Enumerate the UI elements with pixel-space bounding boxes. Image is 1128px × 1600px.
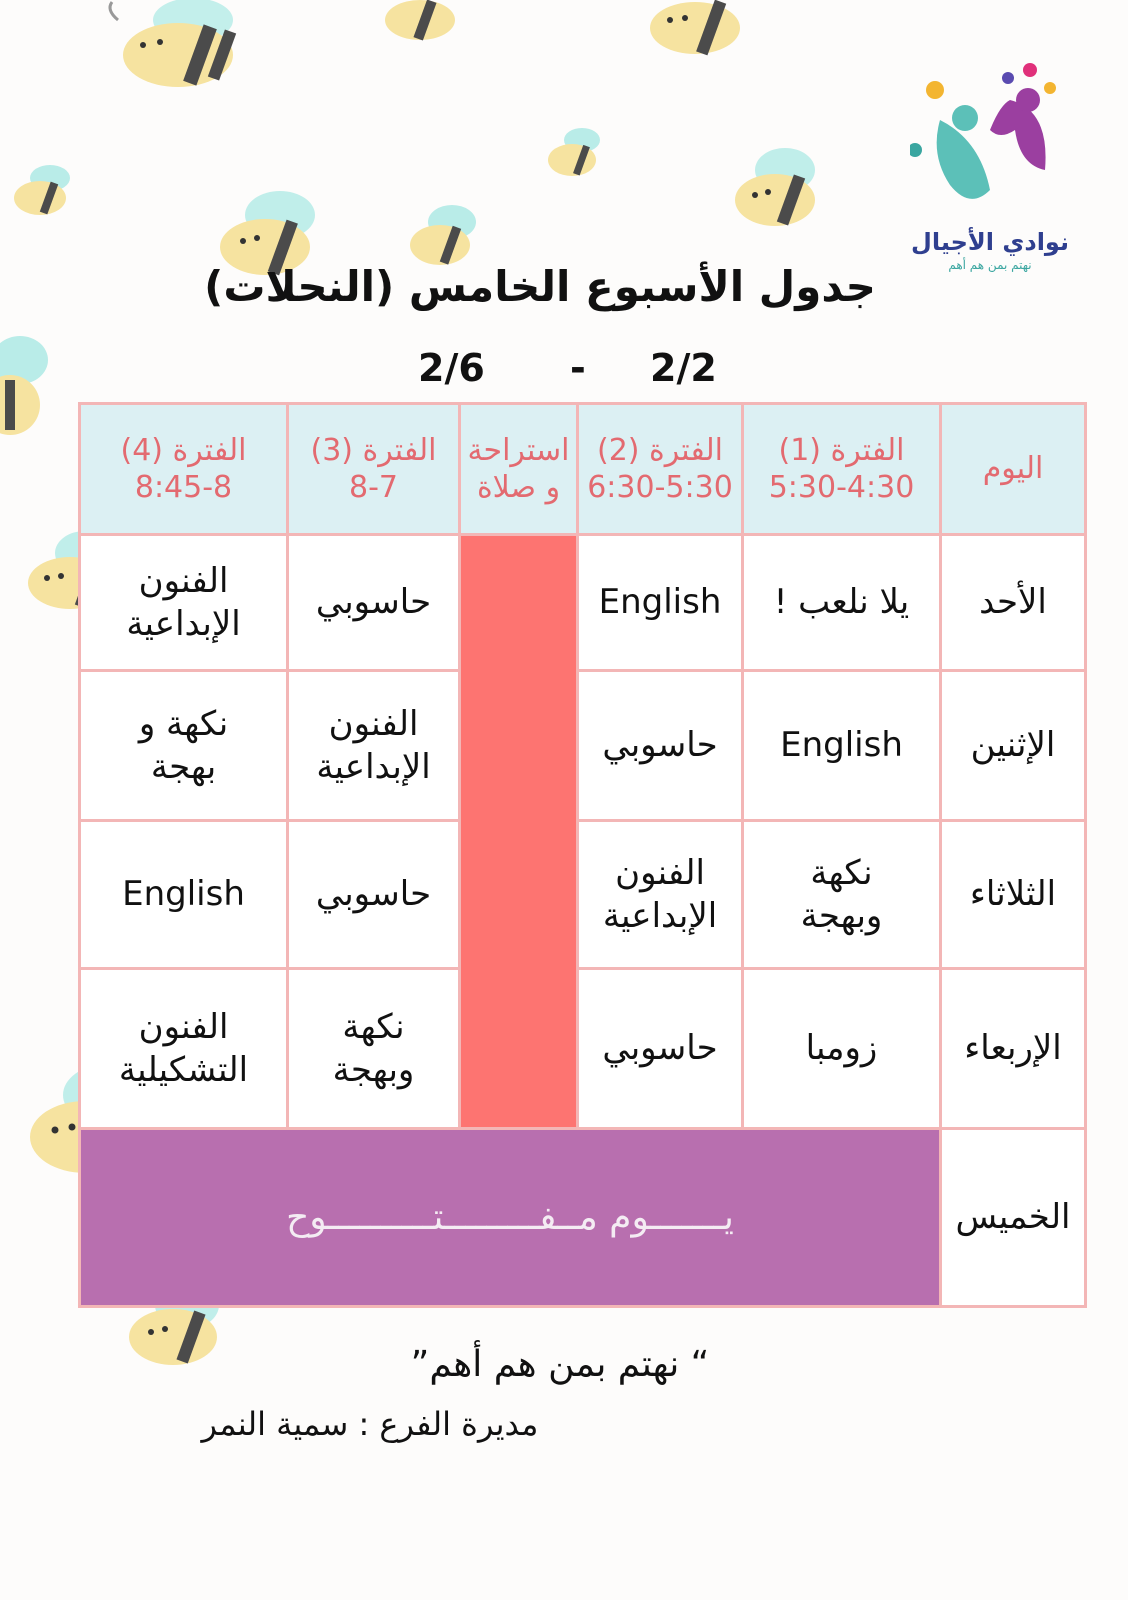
logo-tagline: نهتم بمن هم أهم bbox=[948, 258, 1032, 272]
date-separator: - bbox=[570, 346, 586, 390]
header-day-label: اليوم bbox=[982, 451, 1044, 487]
day-cell: الأحد bbox=[941, 535, 1086, 671]
bee-decoration-icon bbox=[98, 0, 248, 95]
bee-decoration-icon bbox=[720, 140, 825, 235]
date-range bbox=[400, 346, 760, 396]
period-time: 6:30-5:30 bbox=[587, 470, 733, 505]
table-row bbox=[80, 671, 1086, 821]
period-cell bbox=[80, 671, 288, 821]
period-cell: حاسوبي bbox=[578, 671, 743, 821]
table-row-thursday bbox=[80, 1129, 1086, 1307]
break-label-line2: و صلاة bbox=[476, 470, 561, 505]
period-text-line: نكهة bbox=[810, 853, 873, 893]
period-text-line: نكهة و bbox=[138, 704, 229, 744]
table-row bbox=[80, 821, 1086, 969]
bee-decoration-icon bbox=[380, 0, 460, 45]
header-period-3 bbox=[288, 404, 460, 535]
period-cell bbox=[288, 671, 460, 821]
period-text-line: الإبداعية bbox=[316, 746, 431, 787]
period-text-line: الفنون bbox=[138, 1007, 229, 1047]
period-cell bbox=[288, 969, 460, 1129]
period-label: الفترة (2) bbox=[596, 432, 724, 468]
period-cell: يلا نلعب ! bbox=[743, 535, 941, 671]
period-text-line: الإبداعية bbox=[602, 895, 718, 936]
branch-manager: مديرة الفرع : سمية النمر bbox=[201, 1405, 539, 1443]
period-cell bbox=[80, 535, 288, 671]
period-cell bbox=[80, 969, 288, 1129]
period-label: الفترة (4) bbox=[120, 432, 247, 468]
bee-decoration-icon bbox=[400, 200, 480, 270]
period-text-line: التشكيلية bbox=[118, 1049, 249, 1090]
period-text-line: وبهجة bbox=[800, 895, 883, 936]
period-time: 8:45-8 bbox=[134, 470, 233, 505]
period-label: الفترة (3) bbox=[310, 432, 437, 468]
period-text-line: الفنون bbox=[138, 561, 229, 601]
bee-decoration-icon bbox=[0, 320, 50, 440]
break-column bbox=[460, 535, 578, 1129]
period-cell: حاسوبي bbox=[578, 969, 743, 1129]
period-cell: زومبا bbox=[743, 969, 941, 1129]
logo bbox=[910, 60, 1070, 280]
day-cell: الثلاثاء bbox=[941, 821, 1086, 969]
footer-quote: “ نهتم بمن هم أهم” bbox=[410, 1344, 710, 1385]
table-row bbox=[80, 969, 1086, 1129]
open-day-cell: يـــــــوم مــفـــــــــتــــــــــوح bbox=[80, 1129, 941, 1307]
period-label: الفترة (1) bbox=[778, 432, 905, 468]
period-time: 5:30-4:30 bbox=[768, 470, 915, 505]
period-text-line: نكهة bbox=[342, 1007, 405, 1047]
header-day bbox=[941, 404, 1086, 535]
logo-name: نوادي الأجيال bbox=[911, 228, 1069, 256]
period-time: 8-7 bbox=[349, 470, 398, 505]
bee-decoration-icon bbox=[640, 0, 750, 60]
table-header-row bbox=[80, 404, 1086, 535]
day-cell: الإربعاء bbox=[941, 969, 1086, 1129]
bee-decoration-icon bbox=[5, 160, 75, 220]
period-cell: حاسوبي bbox=[288, 535, 460, 671]
period-cell: English bbox=[743, 671, 941, 821]
period-cell bbox=[578, 821, 743, 969]
period-cell: English bbox=[80, 821, 288, 969]
period-text-line: الفنون bbox=[328, 704, 419, 744]
table-row bbox=[80, 535, 1086, 671]
day-cell: الإثنين bbox=[941, 671, 1086, 821]
period-cell: English bbox=[578, 535, 743, 671]
break-label-line1: استراحة bbox=[467, 432, 570, 468]
page-title: جدول الأسبوع الخامس (النحلات) bbox=[204, 262, 876, 311]
period-text-line: وبهجة bbox=[332, 1049, 415, 1090]
family-logo-icon bbox=[910, 60, 1070, 225]
date-start: 2/2 bbox=[650, 346, 717, 390]
header-period-2 bbox=[578, 404, 743, 535]
bee-decoration-icon bbox=[540, 125, 605, 180]
day-cell: الخميس bbox=[941, 1129, 1086, 1307]
header-break bbox=[460, 404, 578, 535]
schedule-table bbox=[78, 402, 1087, 1308]
period-text-line: بهجة bbox=[150, 746, 217, 787]
date-end: 2/6 bbox=[418, 346, 485, 390]
period-cell: حاسوبي bbox=[288, 821, 460, 969]
header-period-4 bbox=[80, 404, 288, 535]
period-text-line: الإبداعية bbox=[126, 603, 241, 644]
period-cell bbox=[743, 821, 941, 969]
header-period-1 bbox=[743, 404, 941, 535]
period-text-line: الفنون bbox=[615, 853, 705, 893]
